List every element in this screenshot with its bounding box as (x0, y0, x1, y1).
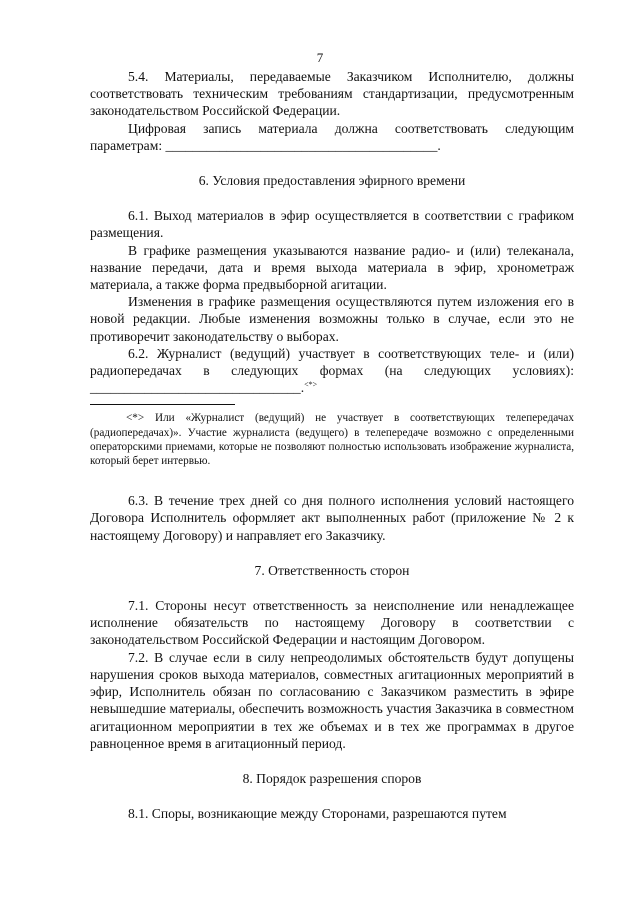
paragraph-7-1: 7.1. Стороны несут ответственность за неисполнение или ненадлежащее исполнение обязательств по настоящему Договору в соответствии с законодательством Российской Федерации и настоящим Договором. (90, 598, 574, 648)
paragraph-5-4-digital-record: Цифровая запись материала должна соответствовать следующим параметрам: ________________________________________. (90, 120, 574, 153)
section-heading-6: 6. Условия предоставления эфирного времени (198, 173, 466, 189)
paragraph-6-3: 6.3. В течение трех дней со дня полного исполнения условий настоящего Договора Исполнитель оформляет акт выполненных работ (приложение № 2 к настоящему Договору) и направляет его Заказчику. (90, 493, 574, 543)
paragraph-7-2: 7.2. В случае если в силу непреодолимых обстоятельств будут допущены нарушения сроков выхода материалов, совместных агитационных мероприятий в эфир, Исполнитель обязан по согласованию с Заказчиком разместить в эфире невышедшие материалы, обеспечить возможность участия Заказчика в совместном агитационном мероприятии в тех же объемах и в тех же программах в другое равноценное время в агитационный период. (90, 649, 574, 751)
section-heading-7: 7. Ответственность сторон (254, 562, 410, 578)
document-body (90, 68, 574, 822)
paragraph-5-4: 5.4. Материалы, передаваемые Заказчиком Исполнителю, должны соответствовать техническим требованиям стандартизации, предусмотренным законодательством Российской Федерации. (90, 69, 574, 119)
footnote-reference: <*> (304, 380, 318, 390)
paragraph-6-1-changes: Изменения в графике размещения осуществляются путем изложения его в новой редакции. Любые изменения возможны только в случае, если это не противоречит законодательству о выборах. (90, 294, 574, 344)
paragraph-6-1: 6.1. Выход материалов в эфир осуществляется в соответствии с графиком размещения. (90, 208, 574, 241)
paragraph-8-1: 8.1. Споры, возникающие между Сторонами, разрешаются путем (128, 806, 507, 822)
paragraph-6-1-schedule: В графике размещения указываются название радио- и (или) телеканала, название передачи, дата и время выхода материала в эфир, хронометраж материала, а также форма предвыборной агитации. (90, 242, 574, 293)
page-number: 7 (316, 50, 324, 65)
section-heading-8: 8. Порядок разрешения споров (242, 770, 422, 786)
footnote: <*> Или «Журналист (ведущий) не участвует в соответствующих телепередачах (радиопередачах)». Участие журналиста (ведущего) в телепередаче возможно с определенными операторскими приемами, которые не позволяют полностью использовать изображение журналиста, который берет интервью. (90, 412, 574, 468)
paragraph-6-2-text: 6.2. Журналист (ведущий) участвует в соответствующих теле- и (или) радиопередачах в следующих формах (на следующих условиях): _______________________________. (90, 345, 574, 396)
paragraph-6-2 (90, 345, 574, 399)
